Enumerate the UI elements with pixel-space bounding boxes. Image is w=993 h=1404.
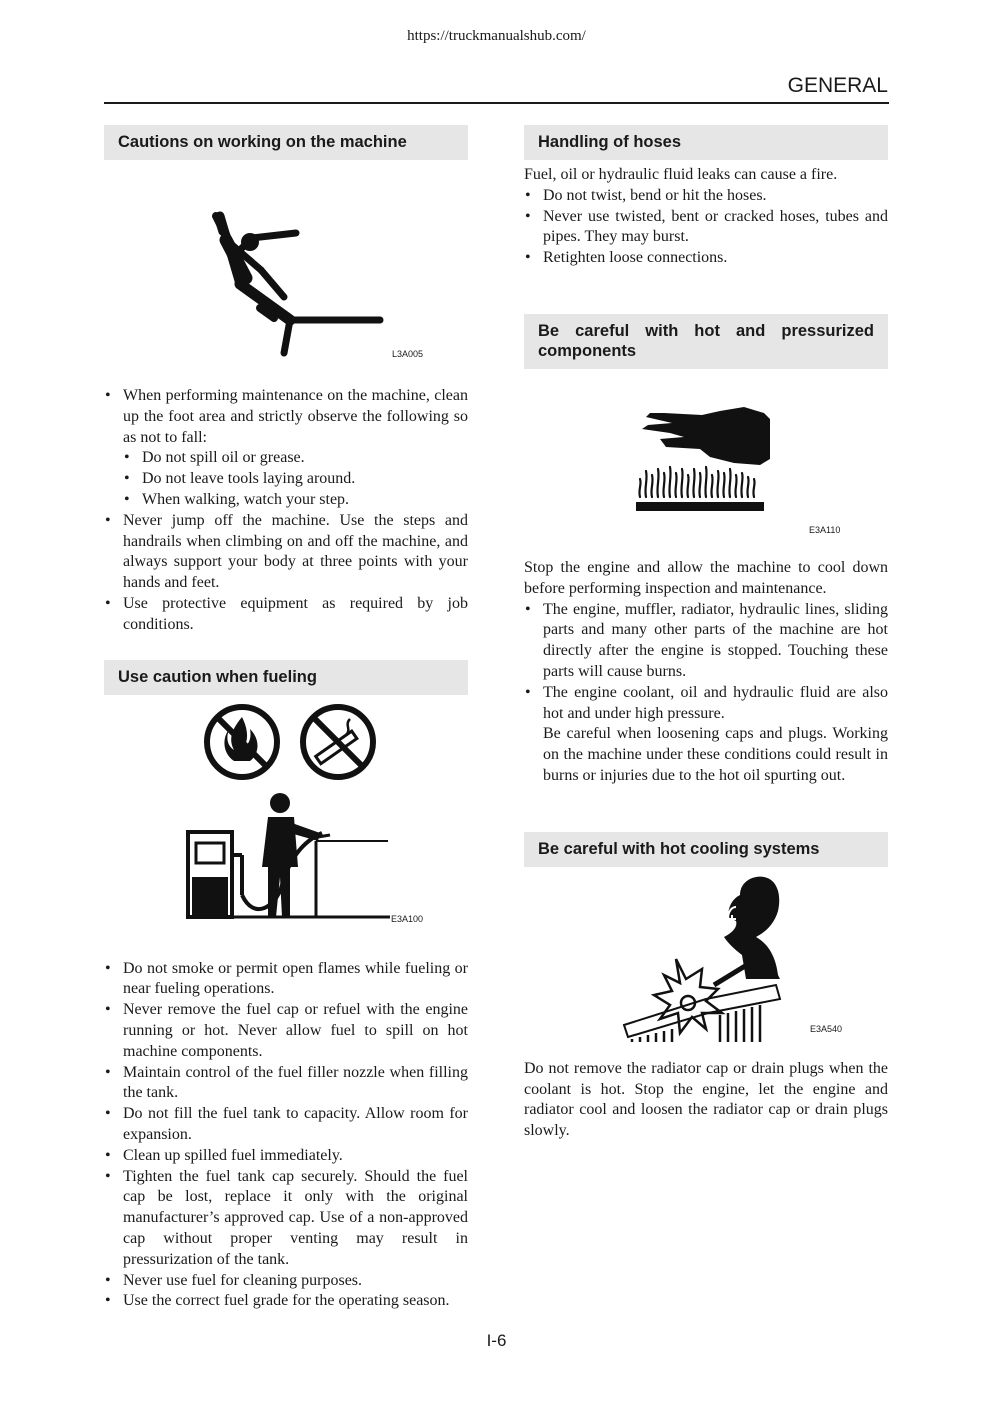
list-item: • Never use twisted, bent or cracked hoses, tubes and pipes. They may burst. <box>524 207 888 249</box>
page-number: I-6 <box>486 1331 507 1350</box>
hot-intro: Stop the engine and allow the machine to cool down before performing inspection and maintenance. <box>524 558 888 597</box>
list-item: • Do not smoke or permit open flames while fueling or near fueling operations. <box>104 959 468 1001</box>
heading-cooling: Be careful with hot cooling systems <box>524 832 888 867</box>
list-item: • When performing maintenance on the machine, clean up the foot area and strictly observe the following so as not to fall: • Do not spill oil or grease. • Do not leave tools laying around. • When walking, watch your step. <box>104 386 468 511</box>
list-item: • Use the correct fuel grade for the operating season. <box>104 1291 468 1312</box>
page-url[interactable]: https://truckmanualshub.com/ <box>407 28 586 44</box>
heading-working-on-machine: Cautions on working on the machine <box>104 125 468 160</box>
heading-fueling: Use caution when fueling <box>104 660 468 695</box>
heading-hoses: Handling of hoses <box>524 125 888 160</box>
list-item: • Retighten loose connections. <box>524 248 888 269</box>
left-column <box>104 125 468 1312</box>
list-item: • Never jump off the machine. Use the steps and handrails when climbing on and off the machine, and always support your body at three points with your hands and feet. <box>104 511 468 594</box>
figure-code: L3A005 <box>392 349 424 359</box>
continuation-text: Be careful when loosening caps and plugs. Working on the machine under these conditions could result in burns or injuries due to the hot oil spurting out. <box>543 725 888 784</box>
list-item: • When walking, watch your step. <box>123 490 468 511</box>
list-item: • Never remove the fuel cap or refuel with the engine running or hot. Never allow fuel to spill on hot machine components. <box>104 1000 468 1062</box>
list-item: • Never use fuel for cleaning purposes. <box>104 1271 468 1292</box>
list-item: • Maintain control of the fuel filler nozzle when filling the tank. <box>104 1063 468 1105</box>
list-item: • Tighten the fuel tank cap securely. Should the fuel cap be lost, replace it only with the original manufacturer’s approved cap. Use of a non-approved cap without proper venting may result in pressurization of the tank. <box>104 1167 468 1271</box>
falling-person-icon <box>104 160 468 365</box>
figure-e3a100 <box>104 695 468 928</box>
cooling-text: Do not remove the radiator cap or drain plugs when the coolant is hot. Stop the engine, let the engine and radiator cool and loosen the radiator cap or drain plugs slowly. <box>524 1059 888 1140</box>
no-open-flame-icon <box>207 707 277 777</box>
right-column <box>524 125 888 1142</box>
no-smoking-icon <box>303 707 373 777</box>
figure-code: E3A110 <box>809 524 841 535</box>
bullet-list-fueling <box>104 959 468 1313</box>
figure-l3a005 <box>104 160 468 365</box>
fueling-person-icon <box>186 793 390 917</box>
bullet-list-hot <box>524 600 888 787</box>
list-item: • Clean up spilled fuel immediately. <box>104 1146 468 1167</box>
bullet-list-hoses <box>524 186 888 269</box>
list-item: • Do not fill the fuel tank to capacity. Allow room for expansion. <box>104 1104 468 1146</box>
hoses-intro: Fuel, oil or hydraulic fluid leaks can cause a fire. <box>524 166 838 183</box>
sub-bullet-list <box>123 448 468 510</box>
figure-code: E3A100 <box>391 913 424 924</box>
list-item: • Use protective equipment as required by job conditions. <box>104 594 468 636</box>
figure-e3a110 <box>524 369 888 556</box>
header-rule <box>104 102 889 104</box>
figure-code: E3A540 <box>810 1023 843 1034</box>
section-title: GENERAL <box>787 74 888 97</box>
figure-e3a540 <box>524 867 888 1042</box>
list-item: • Do not leave tools laying around. <box>123 469 468 490</box>
list-item: • The engine, muffler, radiator, hydraulic lines, sliding parts and many other parts of the machine are hot directly after the engine is stopped. Touching these parts will cause burns. <box>524 600 888 683</box>
heading-hot-pressurized: Be careful with hot and pressurized components <box>524 314 888 369</box>
bullet-list-working <box>104 386 468 636</box>
radiator-burst-icon <box>524 867 888 1042</box>
list-item: • The engine coolant, oil and hydraulic fluid are also hot and under high pressure. Be careful when loosening caps and plugs. Working on the machine under these conditions could result in burns or injuries due to the hot oil spurting out. <box>524 683 888 787</box>
list-item: • Do not spill oil or grease. <box>123 448 468 469</box>
list-item: • Do not twist, bend or hit the hoses. <box>524 186 888 207</box>
